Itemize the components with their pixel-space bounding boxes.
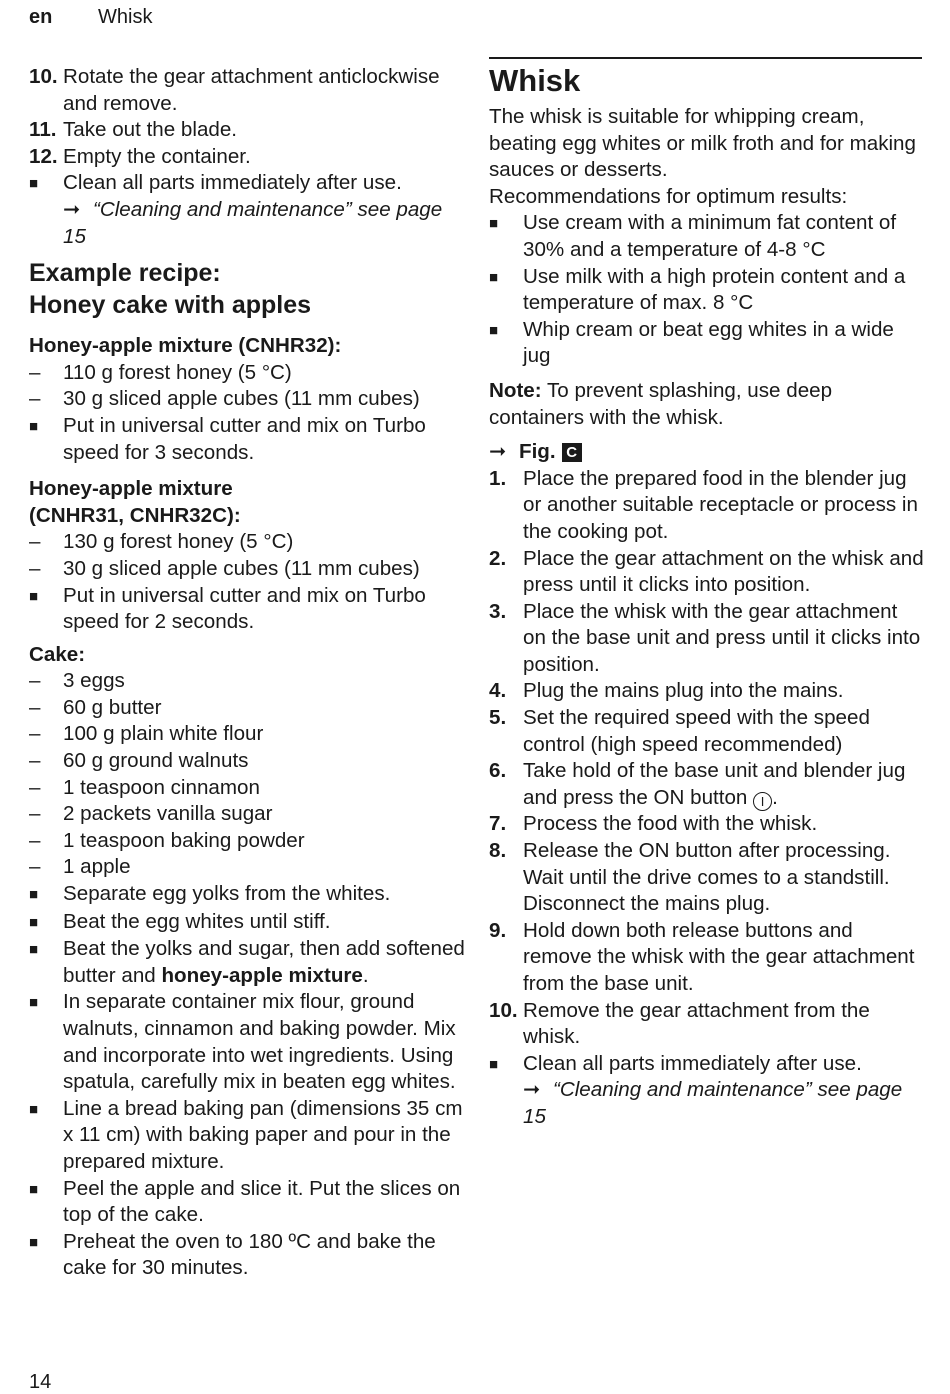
list-item: – 3 eggs	[29, 669, 125, 693]
bullet-icon: ■	[29, 417, 39, 435]
list-item: – 130 g forest honey (5 °C)	[29, 530, 294, 554]
bullet-item: ■ Beat the egg whites until stiff.	[29, 909, 469, 937]
figure-reference: ➞ Fig. C	[489, 439, 924, 466]
section-divider	[489, 57, 922, 59]
step: 4. Plug the mains plug into the mains.	[489, 679, 844, 703]
right-column	[489, 64, 924, 1131]
bullet-icon: ■	[29, 1233, 39, 1251]
list-item: – 2 packets vanilla sugar	[29, 802, 273, 826]
section-title: Whisk	[489, 63, 581, 98]
list-item: – 100 g plain white flour	[29, 722, 264, 746]
bullet-item: ■ Beat the yolks and sugar, then add softened butter and honey-apple mixture.	[29, 936, 469, 989]
bullet-icon: ■	[489, 321, 499, 339]
power-button-icon: I	[753, 792, 772, 811]
bullet-item: ■ Line a bread baking pan (dimensions 35 cm x 11 cm) with baking paper and pour in the prepared mixture.	[29, 1096, 469, 1176]
list-item: – 60 g butter	[29, 695, 162, 719]
step: 10. Rotate the gear attachment anticlockwise and remove.	[29, 65, 440, 115]
language-code: en	[29, 6, 53, 28]
bullet-item: ■ In separate container mix flour, ground walnuts, cinnamon and baking powder. Mix and incorporate into wet ingredients. Using spatula, carefully mix in beaten egg whites.	[29, 989, 469, 1095]
list-item: ■ Put in universal cutter and mix on Turbo speed for 2 seconds.	[29, 583, 469, 636]
note: Note: To prevent splashing, use deep containers with the whisk.	[489, 378, 833, 429]
recipe-title: Example recipe: Honey cake with apples	[29, 259, 312, 319]
bullet-icon: ■	[29, 994, 39, 1012]
list-item: – 1 apple	[29, 855, 131, 879]
bullet-icon: ■	[489, 1055, 499, 1073]
bullet-item: ■ Use milk with a high protein content and a temperature of max. 8 °C	[489, 264, 924, 317]
section-name: Whisk	[98, 6, 153, 28]
intro-text: The whisk is suitable for whipping cream, beating egg whites or milk froth and for making sauces or desserts.	[489, 105, 916, 182]
step: 11. Take out the blade.	[29, 118, 238, 142]
step: 7. Process the food with the whisk.	[489, 812, 818, 836]
arrow-right-icon: ➞	[63, 197, 81, 221]
bullet-icon: ■	[29, 175, 39, 193]
left-column	[29, 64, 469, 1282]
bullet-icon: ■	[29, 587, 39, 605]
list-item: ■ Put in universal cutter and mix on Turbo speed for 3 seconds.	[29, 413, 469, 466]
list-item: – 60 g ground walnuts	[29, 749, 249, 773]
figure-letter-badge: C	[562, 443, 582, 462]
step: 8. Release the ON button after processing. Wait until the drive comes to a standstill. Disconnect the mains plug.	[489, 839, 891, 916]
bullet-item: ■ Use cream with a minimum fat content of 30% and a temperature of 4-8 °C	[489, 210, 924, 263]
list-item: – 1 teaspoon baking powder	[29, 828, 305, 852]
mixture-heading: Honey-apple mixture (CNHR32):	[29, 334, 342, 358]
recommendations-heading: Recommendations for optimum results:	[489, 184, 848, 208]
step: 2. Place the gear attachment on the whisk and press until it clicks into position.	[489, 546, 924, 597]
page-number: 14	[29, 1371, 52, 1393]
bullet-icon: ■	[29, 886, 39, 904]
list-item: – 1 teaspoon cinnamon	[29, 775, 260, 799]
step: 10. Remove the gear attachment from the whisk.	[489, 998, 870, 1049]
step: 6. Take hold of the base unit and blender jug and press the ON button I .	[489, 759, 906, 809]
cross-reference[interactable]: “Cleaning and maintenance” see page 15	[523, 1078, 903, 1128]
bullet-icon: ■	[489, 215, 499, 233]
bullet-item: ■ Whip cream or beat egg whites in a wide jug	[489, 317, 924, 370]
bullet-icon: ■	[29, 913, 39, 931]
bullet-item: ■ Clean all parts immediately after use. ➞ “Cleaning and maintenance” see page 15	[29, 170, 469, 250]
arrow-right-icon: ➞	[523, 1078, 541, 1102]
step: 5. Set the required speed with the speed control (high speed recommended)	[489, 706, 870, 756]
list-item: – 110 g forest honey (5 °C)	[29, 360, 292, 384]
cake-heading: Cake:	[29, 642, 86, 666]
bullet-icon: ■	[29, 941, 39, 959]
bullet-item: ■ Clean all parts immediately after use. ➞ “Cleaning and maintenance” see page 15	[489, 1051, 924, 1131]
step: 3. Place the whisk with the gear attachment on the base unit and press until it clicks into position.	[489, 599, 921, 676]
cross-reference[interactable]: “Cleaning and maintenance” see page 15	[63, 197, 443, 248]
bullet-item: ■ Separate egg yolks from the whites.	[29, 881, 469, 909]
bullet-icon: ■	[29, 1180, 39, 1198]
bullet-icon: ■	[489, 268, 499, 286]
bullet-item: ■ Preheat the oven to 180 ºC and bake the cake for 30 minutes.	[29, 1229, 469, 1282]
bullet-item: ■ Peel the apple and slice it. Put the slices on top of the cake.	[29, 1176, 469, 1229]
step: 12. Empty the container.	[29, 144, 251, 168]
mixture-heading: Honey-apple mixture (CNHR31, CNHR32C):	[29, 477, 241, 527]
list-item: – 30 g sliced apple cubes (11 mm cubes)	[29, 387, 420, 411]
bullet-icon: ■	[29, 1100, 39, 1118]
page-header	[29, 6, 153, 29]
list-item: – 30 g sliced apple cubes (11 mm cubes)	[29, 556, 420, 580]
step: 9. Hold down both release buttons and remove the whisk with the gear attachment from the base unit.	[489, 918, 915, 995]
step: 1. Place the prepared food in the blender jug or another suitable receptacle or process in the cooking pot.	[489, 466, 918, 543]
arrow-right-icon: ➞	[489, 440, 507, 464]
